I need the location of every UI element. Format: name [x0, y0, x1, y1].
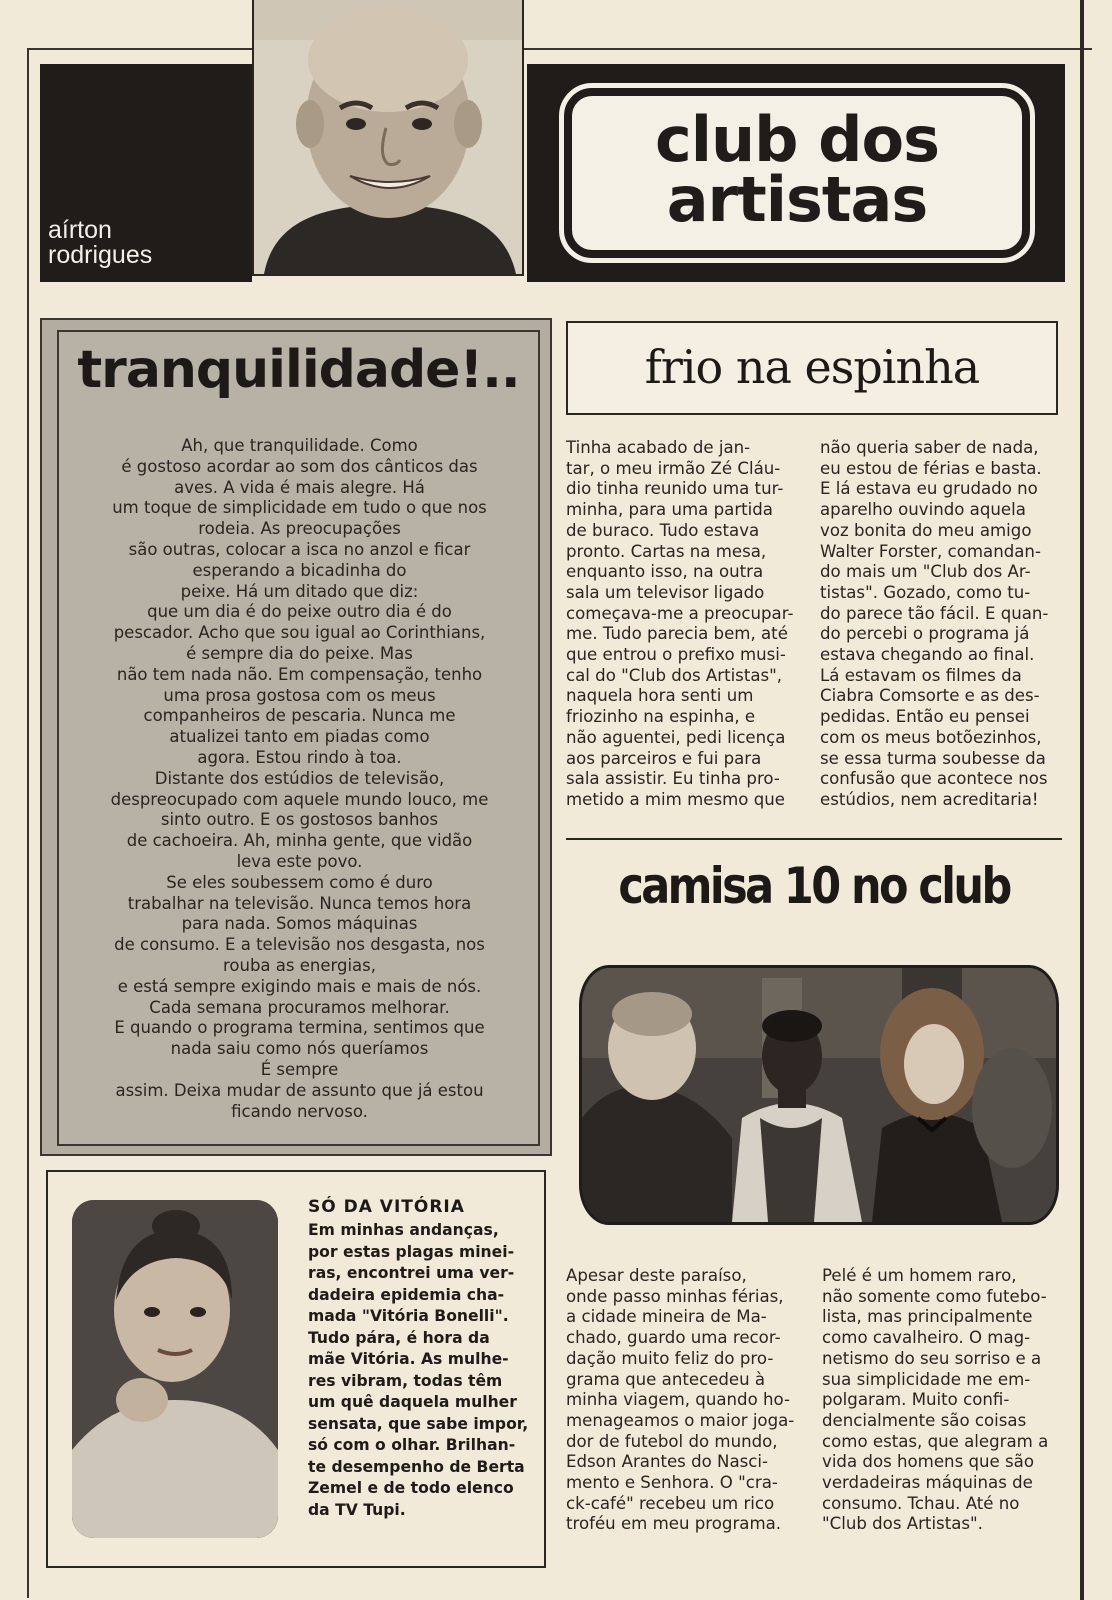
- text-line: polgaram. Muito confi-: [822, 1390, 1010, 1410]
- author-portrait-photo: [252, 0, 524, 276]
- camisa-heading: camisa 10 no club: [618, 857, 1010, 915]
- text-line: minha, para uma partida: [566, 500, 773, 520]
- frio-column-left: [566, 438, 806, 811]
- text-line: esperando a bicadinha do: [192, 560, 407, 580]
- text-line: confusão que acontece nos: [820, 769, 1048, 789]
- text-line: sensata, que sabe impor,: [308, 1414, 529, 1433]
- text-line: eu estou de férias e basta.: [820, 458, 1042, 478]
- text-line: mãe Vitória. As mulhe-: [308, 1350, 509, 1368]
- text-line: Ah, que tranquilidade. Como: [181, 436, 418, 455]
- text-line: vida dos homens que são: [822, 1452, 1034, 1472]
- text-line: agora. Estou rindo à toa.: [197, 747, 402, 767]
- text-line: Tinha acabado de jan-: [566, 438, 751, 457]
- page-edge-rule: [1080, 0, 1084, 1600]
- section-divider: [566, 838, 1062, 840]
- text-line: Ciabra Comsorte e as des-: [820, 686, 1040, 706]
- author-byline: [48, 218, 152, 268]
- text-line: sala assistir. Eu tinha pro-: [566, 769, 780, 789]
- text-line: aos parceiros e fui para: [566, 748, 762, 768]
- text-line: naquela hora senti um: [566, 686, 754, 706]
- text-line: dencialmente são coisas: [822, 1410, 1027, 1430]
- column-title-box: [566, 90, 1028, 256]
- vitoria-portrait-photo: [72, 1200, 278, 1538]
- tv-screen-photo: [579, 965, 1059, 1225]
- camisa-column-right: [822, 1266, 1066, 1535]
- text-line: onde passo minhas férias,: [566, 1286, 784, 1306]
- text-line: aparelho ouvindo aquela: [820, 500, 1026, 520]
- text-line: sinto outro. E os gostosos banhos: [160, 810, 439, 830]
- text-line: rodeia. As preocupações: [198, 519, 401, 539]
- vitoria-article-body: [308, 1220, 534, 1521]
- text-line: trabalhar na televisão. Nunca temos hora: [127, 893, 472, 913]
- text-line: de consumo. E a televisão nos desgasta, nos: [114, 935, 485, 955]
- text-line: chado, guardo uma recor-: [566, 1328, 781, 1348]
- text-line: te desempenho de Berta: [308, 1457, 525, 1476]
- text-line: metido a mim mesmo que: [566, 789, 785, 809]
- column-title: [572, 103, 1022, 236]
- text-line: Edson Arantes do Nasci-: [566, 1452, 769, 1472]
- text-line: nada saiu como nós queríamos: [170, 1039, 429, 1059]
- text-line: dação muito feliz do pro-: [566, 1348, 774, 1368]
- text-line: ck-café" recebeu um rico: [566, 1493, 775, 1513]
- text-line: dio tinha reunido uma tur-: [566, 479, 784, 499]
- text-line: sua simplicidade me em-: [822, 1369, 1031, 1389]
- text-line: É sempre: [260, 1059, 339, 1079]
- text-line: por estas plagas minei-: [308, 1242, 515, 1261]
- text-line: res vibram, todas têm: [308, 1371, 503, 1390]
- text-line: voz bonita do meu amigo: [820, 520, 1032, 540]
- text-line: assim. Deixa mudar de assunto que já estou: [115, 1080, 484, 1100]
- frio-heading: frio na espinha: [644, 340, 980, 394]
- text-line: como cavalheiro. O mag-: [822, 1328, 1031, 1348]
- text-line: ras, encontrei uma ver-: [308, 1264, 515, 1282]
- text-line: que entrou o prefixo musi-: [566, 645, 786, 665]
- text-line: se essa turma soubesse da: [820, 748, 1046, 768]
- text-line: minha viagem, quando ho-: [566, 1390, 790, 1410]
- text-line: sala um televisor ligado: [566, 582, 765, 602]
- text-line: a cidade mineira de Ma-: [566, 1307, 767, 1327]
- text-line: e está sempre exigindo mais e mais de nós.: [117, 976, 482, 996]
- text-line: despreocupado com aquele mundo louco, me: [110, 789, 489, 809]
- text-line: Cada semana procuramos melhorar.: [149, 997, 450, 1017]
- text-line: são outras, colocar a isca no anzol e ficar: [128, 539, 471, 559]
- text-line: uma prosa gostosa com os meus: [163, 685, 436, 705]
- text-line: dor de futebol do mundo,: [566, 1431, 778, 1451]
- text-line: Zemel e de todo elenco: [308, 1479, 514, 1497]
- text-line: peixe. Há um ditado que diz:: [180, 581, 419, 601]
- column-title-line-1: club dos: [655, 103, 939, 176]
- text-line: friozinho na espinha, e: [566, 707, 756, 727]
- text-line: Pelé é um homem raro,: [822, 1266, 1017, 1285]
- text-line: pronto. Cartas na mesa,: [566, 541, 767, 561]
- text-line: pedidas. Então eu pensei: [820, 707, 1030, 727]
- text-line: um quê daquela mulher: [308, 1393, 517, 1411]
- text-line: E lá estava eu grudado no: [820, 479, 1038, 499]
- camisa-column-left: [566, 1266, 810, 1535]
- text-line: companheiros de pescaria. Nunca me: [143, 706, 456, 726]
- text-line: Lá estavam os filmes da: [820, 665, 1022, 685]
- text-line: cal do "Club dos Artistas",: [566, 665, 783, 685]
- text-line: estava chegando ao final.: [820, 645, 1035, 665]
- text-line: leva este povo.: [236, 851, 363, 871]
- text-line: Tudo pára, é hora da: [308, 1328, 490, 1347]
- text-line: menageamos o maior joga-: [566, 1410, 795, 1430]
- text-line: como estas, que alegram a: [822, 1431, 1049, 1451]
- tranquilidade-heading: tranquilidade!..: [77, 340, 520, 400]
- text-line: Apesar deste paraíso,: [566, 1266, 747, 1285]
- text-line: grama que antecedeu à: [566, 1369, 766, 1389]
- text-line: Em minhas andanças,: [308, 1221, 499, 1239]
- text-line: rouba as energias,: [222, 955, 377, 975]
- text-line: um toque de simplicidade em tudo o que nos: [112, 498, 487, 518]
- frio-column-right: [820, 438, 1064, 811]
- text-line: de cachoeira. Ah, minha gente, que vidão: [126, 831, 473, 851]
- text-line: aves. A vida é mais alegre. Há: [174, 477, 425, 497]
- tranquilidade-article-body: [72, 436, 527, 1122]
- text-line: dadeira epidemia cha-: [308, 1285, 505, 1304]
- text-line: pescador. Acho que sou igual ao Corinthians,: [113, 623, 486, 643]
- text-line: do parece tão fácil. E quan-: [820, 603, 1049, 623]
- text-line: não tem nada não. Em compensação, tenho: [116, 664, 483, 684]
- text-line: mento e Senhora. O "cra-: [566, 1473, 778, 1493]
- text-line: me. Tudo parecia bem, até: [566, 624, 788, 644]
- text-line: do mais um "Club dos Ar-: [820, 562, 1031, 582]
- text-line: ficando nervoso.: [231, 1101, 368, 1121]
- text-line: Distante dos estúdios de televisão,: [154, 768, 445, 788]
- text-line: Walter Forster, comandan-: [820, 541, 1041, 561]
- text-line: não aguentei, pedi licença: [566, 727, 786, 747]
- text-line: enquanto isso, na outra: [566, 562, 764, 582]
- text-line: tar, o meu irmão Zé Cláu-: [566, 458, 781, 478]
- text-line: mada "Vitória Bonelli".: [308, 1307, 509, 1325]
- text-line: E quando o programa termina, sentimos que: [114, 1018, 485, 1038]
- text-line: só com o olhar. Brilhan-: [308, 1436, 516, 1454]
- text-line: troféu em meu programa.: [566, 1514, 782, 1534]
- text-line: "Club dos Artistas".: [822, 1514, 983, 1534]
- text-line: consumo. Tchau. Até no: [822, 1493, 1020, 1513]
- text-line: com os meus botõezinhos,: [820, 727, 1042, 747]
- text-line: tistas". Gozado, como tu-: [820, 582, 1031, 602]
- text-line: de buraco. Tudo estava: [566, 520, 760, 540]
- text-line: é gostoso acordar ao som dos cânticos das: [121, 456, 478, 476]
- text-line: Se eles soubessem como é duro: [166, 872, 433, 892]
- byline-first-name: aírton: [48, 216, 112, 244]
- vitoria-heading: SÓ DA VITÓRIA: [308, 1197, 465, 1217]
- column-title-line-2: artistas: [666, 163, 928, 236]
- byline-last-name: rodrigues: [48, 241, 153, 269]
- text-line: para nada. Somos máquinas: [181, 914, 418, 934]
- text-line: da TV Tupi.: [308, 1500, 406, 1519]
- text-line: estúdios, nem acreditaria!: [820, 789, 1039, 809]
- text-line: netismo do seu sorriso e a: [822, 1348, 1042, 1368]
- text-line: verdadeiras máquinas de: [822, 1473, 1033, 1493]
- text-line: é sempre dia do peixe. Mas: [186, 643, 413, 663]
- text-line: atualizei tanto em piadas como: [169, 727, 430, 747]
- text-line: lista, mas principalmente: [822, 1307, 1033, 1327]
- text-line: começava-me a preocupar-: [566, 603, 794, 623]
- text-line: do percebi o programa já: [820, 624, 1030, 644]
- text-line: que um dia é do peixe outro dia é do: [147, 602, 452, 622]
- text-line: não queria saber de nada,: [820, 438, 1039, 457]
- text-line: não somente como futebo-: [822, 1286, 1047, 1306]
